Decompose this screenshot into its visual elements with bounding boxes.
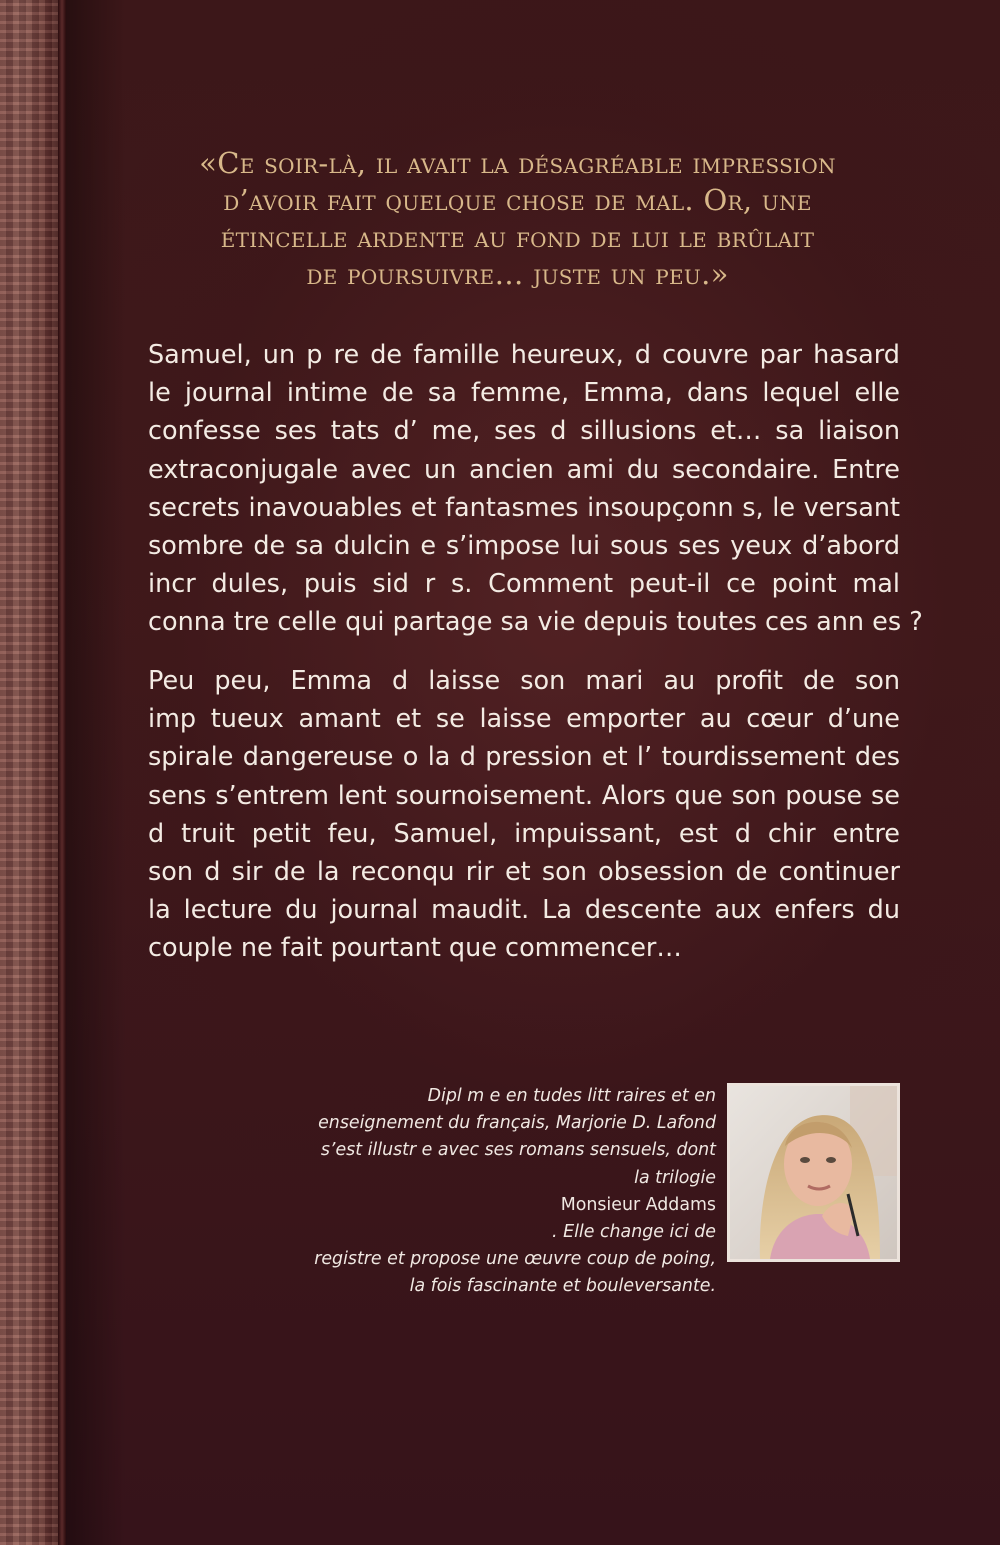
bio-line: registre et propose une œuvre coup de poing, xyxy=(314,1249,716,1270)
summary-line: conna tre celle qui partage sa vie depuis toutes ces ann es ? xyxy=(148,607,923,638)
summary-line: confesse ses tats d’ me, ses d sillusions et… sa liaison xyxy=(148,416,900,447)
author-photo xyxy=(727,1083,900,1262)
summary-paragraph-1 xyxy=(148,336,923,642)
quote-line: d’avoir fait quelque chose de mal. Or, une xyxy=(223,183,812,217)
summary-line: extraconjugale avec un ancien ami du secondaire. Entre xyxy=(148,454,900,485)
summary-line: secrets inavouables et fantasmes insoupçonn s, le versant xyxy=(148,492,900,523)
summary-line: la lecture du journal maudit. La descente aux enfers du xyxy=(148,895,900,926)
summary-line: spirale dangereuse o la d pression et l’ tourdissement des xyxy=(148,742,900,773)
summary-line: le journal intime de sa femme, Emma, dans lequel elle xyxy=(148,378,900,409)
spine-edge xyxy=(58,0,66,1545)
bio-text: la trilogie xyxy=(634,1167,716,1188)
quote-line: «Ce soir-là, il avait la désagréable impression xyxy=(199,146,836,180)
summary-line: imp tueux amant et se laisse emporter au cœur d’une xyxy=(148,704,900,735)
summary-line: Samuel, un p re de famille heureux, d couvre par hasard xyxy=(148,340,900,370)
spine-shadow xyxy=(66,0,126,1545)
bio-line: la fois fascinante et bouleversante. xyxy=(409,1276,716,1297)
author-bio xyxy=(300,1083,716,1301)
summary-line: couple ne fait pourtant que commencer… xyxy=(148,933,682,964)
summary-line: sens s’entrem lent sournoisement. Alors que son pouse se xyxy=(148,780,900,811)
bio-text: . Elle change ici de xyxy=(552,1222,716,1243)
pull-quote xyxy=(150,145,885,293)
summary-line: d truit petit feu, Samuel, impuissant, est d chir entre xyxy=(148,818,900,849)
bio-line: enseignement du français, Marjorie D. Lafond xyxy=(318,1113,716,1134)
book-series-title: Monsieur Addams xyxy=(560,1194,716,1215)
summary-line: Peu peu, Emma d laisse son mari au profit de son xyxy=(148,666,900,696)
bio-line xyxy=(300,1165,716,1247)
summary-line: son d sir de la reconqu rir et son obsession de continuer xyxy=(148,857,900,888)
bio-line: s’est illustr e avec ses romans sensuels, dont xyxy=(320,1140,716,1161)
summary-line: incr dules, puis sid r s. Comment peut-il ce point mal xyxy=(148,569,900,600)
book-spine-pattern xyxy=(0,0,62,1545)
author-portrait-illustration xyxy=(730,1086,897,1259)
summary-paragraph-2 xyxy=(148,662,900,968)
summary-line: sombre de sa dulcin e s’impose lui sous ses yeux d’abord xyxy=(148,531,900,562)
quote-line: étincelle ardente au fond de lui le brûlait xyxy=(220,220,815,254)
quote-line: de poursuivre… juste un peu.» xyxy=(306,257,729,291)
bio-line: Dipl m e en tudes litt raires et en xyxy=(427,1086,716,1106)
